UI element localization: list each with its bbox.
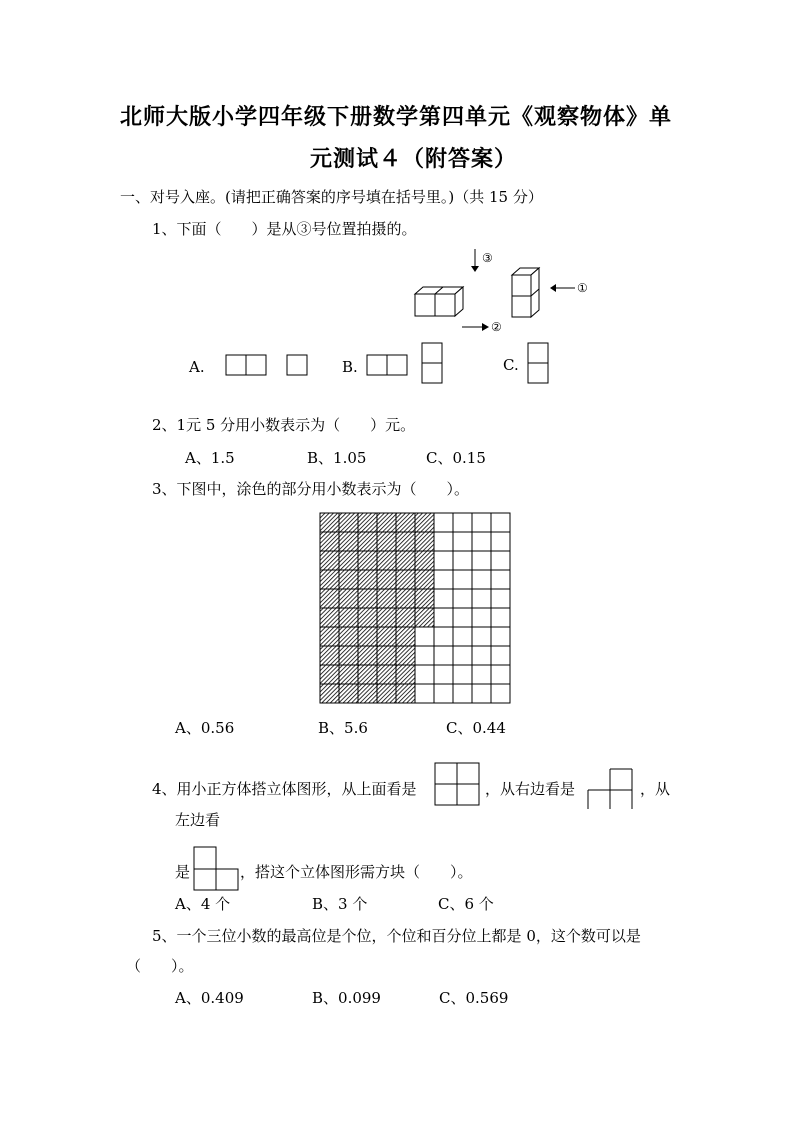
question-3-text: 3、下图中，涂色的部分用小数表示为（ ）。 — [152, 480, 470, 498]
grid-cell-shaded — [396, 608, 415, 627]
grid-cell-shaded — [396, 551, 415, 570]
grid-cell-shaded — [358, 627, 377, 646]
question-4-text-c: ，从 — [640, 780, 671, 798]
grid-cell-shaded — [339, 627, 358, 646]
grid-cell-shaded — [358, 551, 377, 570]
grid-cell — [453, 684, 472, 703]
grid-cell-shaded — [358, 532, 377, 551]
q4-option-c: C、6 个 — [438, 895, 494, 913]
section-heading: 一、对号入座。(请把正确答案的序号填在括号里。)（共 15 分） — [120, 188, 543, 206]
marker-2: ② — [491, 320, 502, 334]
grid-cell-shaded — [415, 608, 434, 627]
grid-cell — [434, 551, 453, 570]
grid-cell — [453, 608, 472, 627]
grid-cell-shaded — [396, 684, 415, 703]
grid-cell-shaded — [377, 513, 396, 532]
left-cube-block — [415, 287, 463, 316]
grid-cell — [491, 608, 510, 627]
grid-cell-shaded — [377, 684, 396, 703]
grid-cell — [491, 570, 510, 589]
q5-option-b: B、0.099 — [312, 989, 381, 1007]
q3-option-c: C、0.44 — [446, 719, 506, 737]
grid-cell-shaded — [320, 532, 339, 551]
question-4-text-d: 左边看 — [175, 811, 221, 829]
page-title-line1: 北师大版小学四年级下册数学第四单元《观察物体》单 — [120, 104, 673, 130]
grid-cell-shaded — [358, 646, 377, 665]
q1-option-b-label: B. — [342, 358, 358, 376]
grid-cell — [415, 684, 434, 703]
q1-option-a-label: A. — [189, 358, 205, 376]
q4-left-view — [192, 846, 242, 892]
grid-cell-shaded — [339, 684, 358, 703]
grid-cell — [415, 665, 434, 684]
grid-cell — [415, 646, 434, 665]
grid-cell-shaded — [320, 684, 339, 703]
grid-cell-shaded — [377, 532, 396, 551]
grid-cell — [434, 570, 453, 589]
q5-option-a: A、0.409 — [175, 989, 244, 1007]
q1-option-b-figure — [366, 342, 446, 386]
grid-cell — [434, 608, 453, 627]
grid-cell-shaded — [396, 665, 415, 684]
grid-cell — [453, 589, 472, 608]
grid-cell-shaded — [415, 513, 434, 532]
grid-cell — [472, 665, 491, 684]
grid-cell-shaded — [358, 684, 377, 703]
grid-cell — [453, 627, 472, 646]
q1-option-c-label: C. — [503, 356, 519, 374]
q4-option-a: A、4 个 — [175, 895, 231, 913]
grid-cell-shaded — [339, 665, 358, 684]
grid-cell-shaded — [396, 570, 415, 589]
q3-option-b: B、5.6 — [318, 719, 368, 737]
grid-cell — [472, 646, 491, 665]
marker-1: ① — [577, 281, 588, 295]
grid-cell-shaded — [339, 532, 358, 551]
grid-cell — [434, 589, 453, 608]
grid-cell-shaded — [396, 646, 415, 665]
grid-cell — [491, 627, 510, 646]
grid-cell — [491, 513, 510, 532]
grid-cell-shaded — [415, 570, 434, 589]
grid-cell-shaded — [320, 589, 339, 608]
grid-cell-shaded — [377, 627, 396, 646]
grid-cell-shaded — [377, 570, 396, 589]
grid-cell-shaded — [377, 646, 396, 665]
question-5-text: 5、一个三位小数的最高位是个位，个位和百分位上都是 0，这个数可以是 — [152, 927, 641, 945]
grid-cell-shaded — [339, 608, 358, 627]
grid-cell — [472, 513, 491, 532]
grid-cell — [453, 570, 472, 589]
q2-option-b: B、1.05 — [307, 449, 367, 467]
question-4-text-a: 4、用小正方体搭立体图形，从上面看是 — [152, 780, 417, 798]
q2-option-a: A、1.5 — [185, 449, 235, 467]
grid-cell — [491, 684, 510, 703]
page-title-line2: 元测试４（附答案） — [310, 146, 518, 172]
grid-cell — [472, 627, 491, 646]
question-4-text-b: ，从右边看是 — [485, 780, 576, 798]
grid-cell-shaded — [377, 665, 396, 684]
grid-cell-shaded — [320, 513, 339, 532]
q5-option-c: C、0.569 — [439, 989, 509, 1007]
q1-option-c-figure — [527, 342, 551, 386]
grid-cell-shaded — [320, 551, 339, 570]
grid-cell — [491, 646, 510, 665]
grid-cell — [453, 551, 472, 570]
grid-cell — [453, 513, 472, 532]
grid-cell — [472, 532, 491, 551]
grid-cell-shaded — [320, 627, 339, 646]
right-cube-block — [512, 268, 539, 317]
grid-cell-shaded — [396, 532, 415, 551]
grid-cell — [415, 627, 434, 646]
grid-cell-shaded — [339, 570, 358, 589]
q2-option-c: C、0.15 — [426, 449, 486, 467]
grid-cell — [453, 665, 472, 684]
grid-cell — [472, 570, 491, 589]
question-4-text-e: 是 — [175, 863, 191, 881]
grid-cell — [491, 589, 510, 608]
grid-cell — [472, 551, 491, 570]
grid-cell-shaded — [339, 513, 358, 532]
grid-cell — [434, 627, 453, 646]
grid-cell-shaded — [339, 646, 358, 665]
q1-option-a-figure — [225, 354, 310, 378]
grid-cell-shaded — [396, 589, 415, 608]
grid-cell — [434, 684, 453, 703]
grid-cell — [434, 665, 453, 684]
question-1-text: 1、下面（ ）是从③号位置拍摄的。 — [152, 220, 417, 238]
grid-cell-shaded — [415, 589, 434, 608]
grid-cell-shaded — [377, 551, 396, 570]
grid-cell-shaded — [358, 665, 377, 684]
grid-cell-shaded — [396, 627, 415, 646]
grid-cell — [453, 532, 472, 551]
q4-top-view — [434, 762, 482, 808]
grid-cell-shaded — [320, 665, 339, 684]
grid-cell-shaded — [320, 646, 339, 665]
q1-diagram — [400, 245, 600, 340]
grid-cell — [472, 589, 491, 608]
grid-cell — [434, 532, 453, 551]
grid-cell — [472, 608, 491, 627]
grid-cell — [491, 665, 510, 684]
marker-3: ③ — [482, 251, 493, 265]
grid-cell-shaded — [320, 570, 339, 589]
grid-cell-shaded — [358, 513, 377, 532]
grid-cell — [434, 513, 453, 532]
grid-cell-shaded — [415, 551, 434, 570]
q3-option-a: A、0.56 — [175, 719, 235, 737]
grid-cell — [491, 532, 510, 551]
question-5-text-cont: （ ）。 — [126, 957, 194, 975]
grid-cell — [472, 684, 491, 703]
grid-cell-shaded — [358, 589, 377, 608]
grid-cell-shaded — [415, 532, 434, 551]
grid-cell-shaded — [339, 589, 358, 608]
grid-cell-shaded — [320, 608, 339, 627]
grid-cell — [434, 646, 453, 665]
grid-cell — [491, 551, 510, 570]
hundred-grid — [318, 511, 512, 705]
q4-right-view — [586, 768, 636, 810]
question-2-text: 2、1元 5 分用小数表示为（ ）元。 — [152, 416, 416, 434]
grid-cell-shaded — [396, 513, 415, 532]
grid-cell-shaded — [377, 589, 396, 608]
question-4-text-f: ，搭这个立体图形需方块（ ）。 — [240, 863, 473, 881]
grid-cell-shaded — [339, 551, 358, 570]
grid-cell-shaded — [358, 608, 377, 627]
grid-cell — [453, 646, 472, 665]
q4-option-b: B、3 个 — [312, 895, 368, 913]
grid-cell-shaded — [358, 570, 377, 589]
grid-cell-shaded — [377, 608, 396, 627]
